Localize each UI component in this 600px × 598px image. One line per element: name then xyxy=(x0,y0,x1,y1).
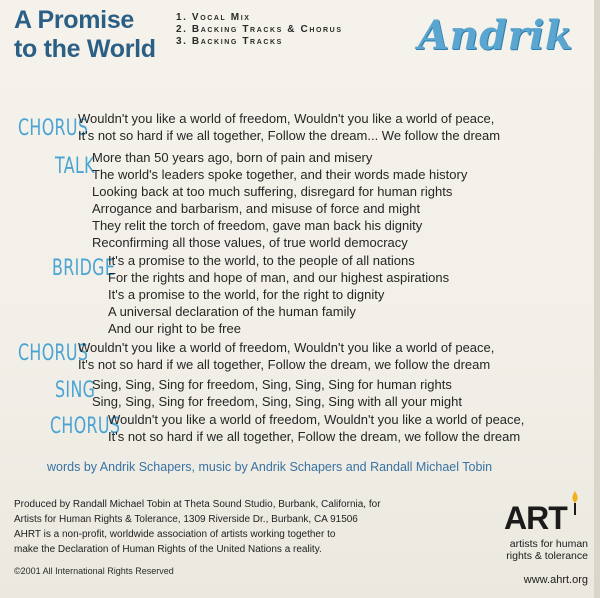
track-list xyxy=(176,12,343,48)
section-label-chorus: CHORUS xyxy=(18,341,89,366)
section-lines-talk xyxy=(92,149,467,251)
section-label-sing: SING xyxy=(55,378,96,403)
lyric-line: For the rights and hope of man, and our highest aspirations xyxy=(108,270,450,285)
lyric-line: A universal declaration of the human family xyxy=(108,304,356,319)
lyric-line: Wouldn't you like a world of freedom, Wouldn't you like a world of peace, xyxy=(78,340,495,355)
lyric-line: It's not so hard if we all together, Follow the dream... We follow the dream xyxy=(78,128,501,143)
section-label-bridge: BRIDGE xyxy=(52,256,116,281)
section-label-chorus: CHORUS xyxy=(18,116,89,141)
production-line: Produced by Randall Michael Tobin at Theta Sound Studio, Burbank, California, for xyxy=(14,499,381,510)
artist-name: Andrik xyxy=(418,12,574,59)
section-lines-chorus xyxy=(78,339,494,373)
track-item: 1. Vocal Mix xyxy=(176,12,251,23)
section-label-chorus: CHORUS xyxy=(50,414,121,439)
lyric-line: More than 50 years ago, born of pain and misery xyxy=(92,150,373,165)
production-line: AHRT is a non-profit, worldwide association of artists working together to xyxy=(14,529,336,540)
lyric-line: Sing, Sing, Sing for freedom, Sing, Sing, Sing with all your might xyxy=(92,394,462,409)
album-title xyxy=(14,6,156,64)
album-title-line2: to the World xyxy=(14,35,156,63)
lyric-line: Wouldn't you like a world of freedom, Wouldn't you like a world of peace, xyxy=(108,412,525,427)
logo-tagline-line: rights & tolerance xyxy=(506,550,588,562)
lyric-line: The world's leaders spoke together, and their words made history xyxy=(92,167,468,182)
logo-tagline-line: artists for human xyxy=(509,538,588,550)
section-label-talk: TALK xyxy=(55,154,95,179)
section-lines-chorus xyxy=(78,110,500,144)
candle-flame-icon xyxy=(568,490,582,516)
section-lines-sing xyxy=(92,376,462,410)
lyric-line: It's not so hard if we all together, Follow the dream, we follow the dream xyxy=(78,357,491,372)
section-lines-chorus xyxy=(108,411,524,445)
production-line: make the Declaration of Human Rights of the United Nations a reality. xyxy=(14,544,322,555)
logo-tagline xyxy=(496,538,588,562)
track-item: 2. Backing Tracks & Chorus xyxy=(176,24,343,35)
lyric-line: Sing, Sing, Sing for freedom, Sing, Sing, Sing for human rights xyxy=(92,377,452,392)
lyric-line: It's a promise to the world, to the people of all nations xyxy=(108,253,415,268)
lyric-line: And our right to be free xyxy=(108,321,241,336)
songwriter-credits: words by Andrik Schapers, music by Andrik Schapers and Randall Michael Tobin xyxy=(47,460,493,474)
lyric-line: They relit the torch of freedom, gave man back his dignity xyxy=(92,218,423,233)
lyric-line: It's a promise to the world, for the right to dignity xyxy=(108,287,385,302)
lyric-line: Arrogance and barbarism, and misuse of force and might xyxy=(92,201,421,216)
lyric-line: Reconfirming all those values, of true world democracy xyxy=(92,235,408,250)
lyric-line: Looking back at too much suffering, disregard for human rights xyxy=(92,184,453,199)
ahrt-logo xyxy=(488,490,593,590)
track-item: 3. Backing Tracks xyxy=(176,36,283,47)
logo-mark: ART xyxy=(504,500,567,536)
lyric-line: Wouldn't you like a world of freedom, Wouldn't you like a world of peace, xyxy=(78,111,495,126)
lyric-line: It's not so hard if we all together, Follow the dream, we follow the dream xyxy=(108,429,521,444)
production-notes xyxy=(14,497,381,557)
section-lines-bridge xyxy=(108,252,449,337)
album-title-line1: A Promise xyxy=(14,6,135,34)
website-url[interactable]: www.ahrt.org xyxy=(523,574,588,586)
production-line: Artists for Human Rights & Tolerance, 1309 Riverside Dr., Burbank, CA 91506 xyxy=(14,514,358,525)
copyright-notice: ©2001 All International Rights Reserved xyxy=(14,566,174,576)
